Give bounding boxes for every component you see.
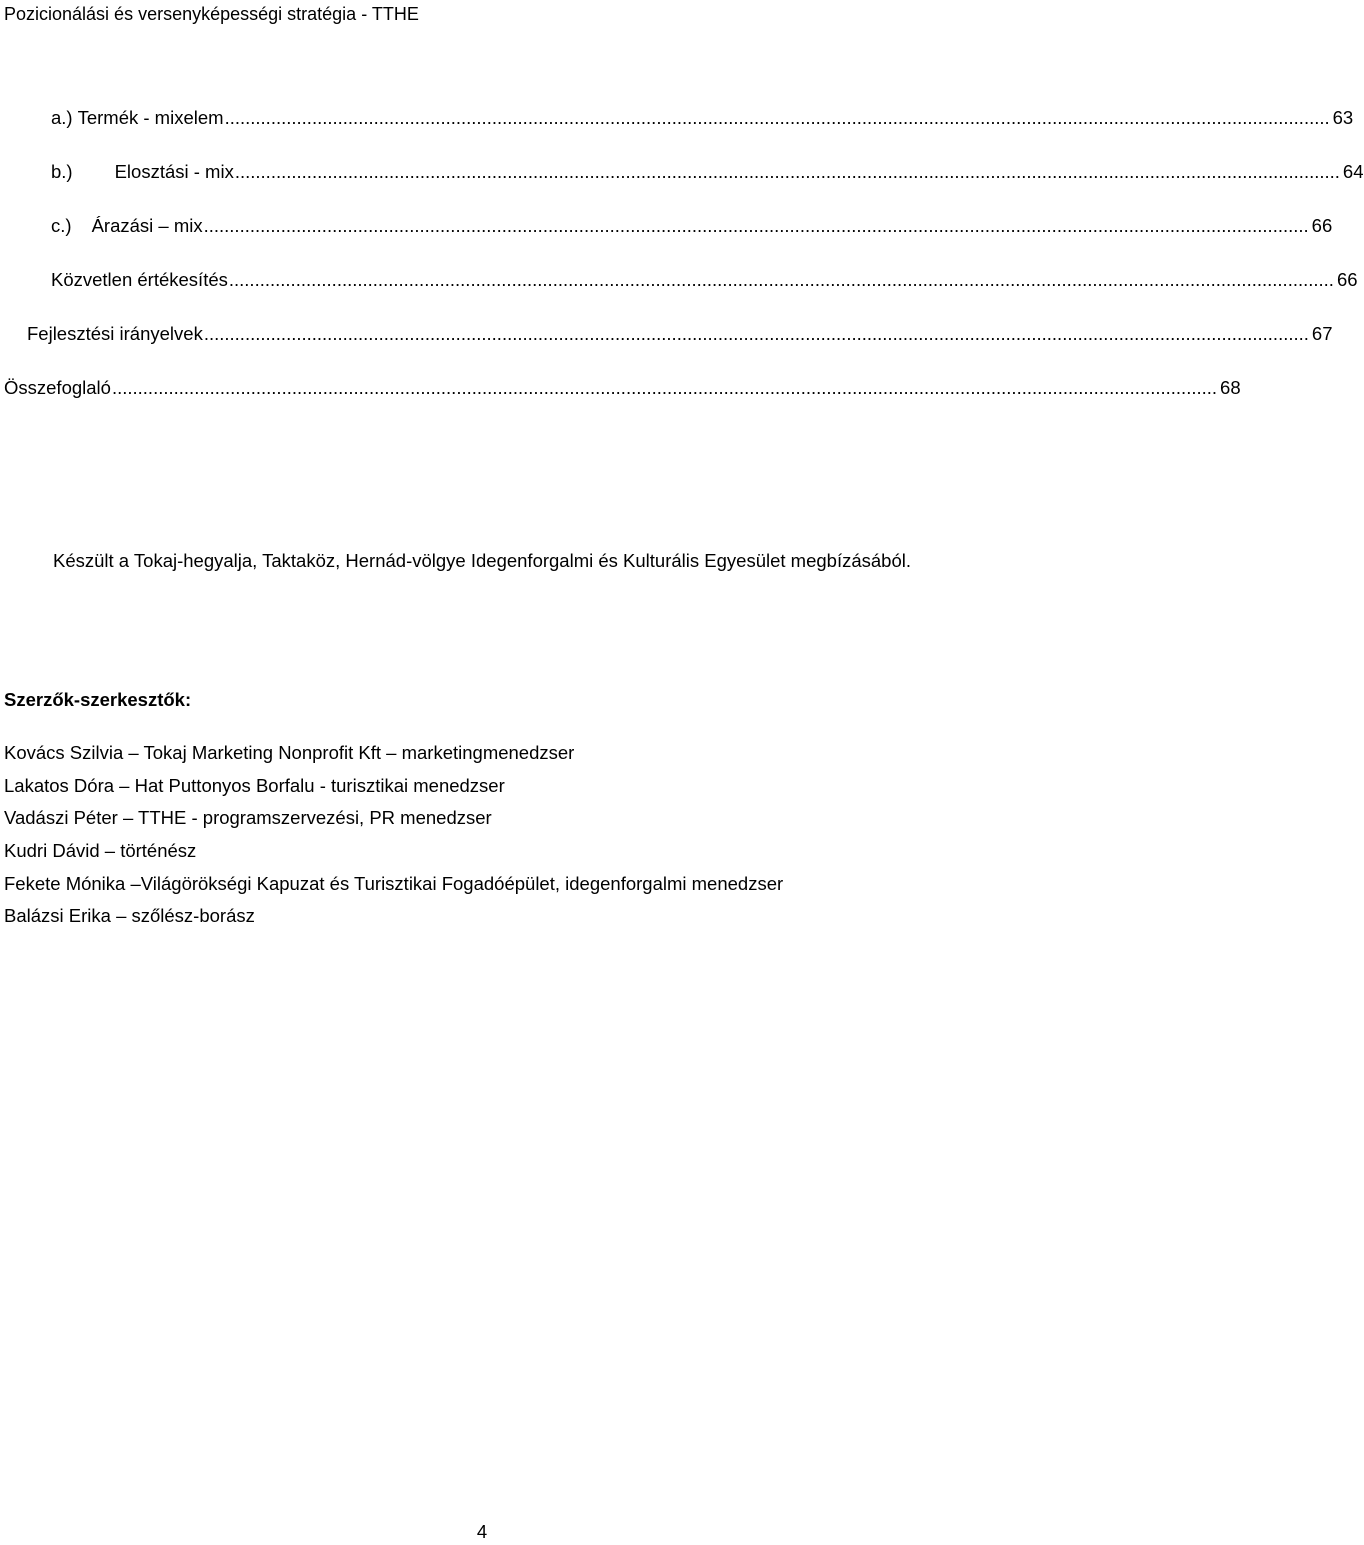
author-line: Lakatos Dóra – Hat Puttonyos Borfalu - turisztikai menedzser xyxy=(4,774,505,796)
toc-label: Fejlesztési irányelvek xyxy=(27,323,203,344)
toc-dot-leader: ....................................................................................................................................................................................................................... xyxy=(203,323,1309,344)
commission-note: Készült a Tokaj-hegyalja, Taktaköz, Hernád-völgye Idegenforgalmi és Kulturális Egyesület megbízásából. xyxy=(53,550,911,571)
toc-label: Elosztási - mix xyxy=(114,161,234,182)
toc-marker: c.) xyxy=(51,215,72,236)
toc-label: Árazási – mix xyxy=(91,215,203,236)
toc-page-number: 64 xyxy=(1342,161,1364,182)
toc-marker: b.) xyxy=(51,161,73,182)
toc-dot-leader: ....................................................................................................................................................................................................................... xyxy=(228,269,1334,290)
toc-page-number: 66 xyxy=(1336,269,1358,290)
page-number: 4 xyxy=(476,1521,488,1542)
toc-page-number: 63 xyxy=(1332,107,1354,128)
toc-entry-elosztasi-mix[interactable] xyxy=(51,159,1364,185)
toc-page-number: 68 xyxy=(1220,377,1241,398)
toc-marker: a.) xyxy=(51,107,73,128)
author-line: Balázsi Erika – szőlész-borász xyxy=(4,905,255,927)
toc-dot-leader: ....................................................................................................................................................................................................................... xyxy=(203,215,1309,236)
authors-heading: Szerzők-szerkesztők: xyxy=(4,689,192,710)
author-line: Kovács Szilvia – Tokaj Marketing Nonprofit Kft – marketingmenedzser xyxy=(4,742,575,763)
toc-dot-leader: ....................................................................................................................................................................................................................... xyxy=(224,107,1330,128)
toc-entry-fejlesztesi-iranyelvek[interactable] xyxy=(27,321,1333,347)
toc-dot-leader: ....................................................................................................................................................................................................................... xyxy=(234,161,1340,182)
toc-label: Közvetlen értékesítés xyxy=(51,269,228,290)
author-line: Vadászi Péter – TTHE - programszervezési, PR menedzser xyxy=(4,807,492,829)
author-line: Kudri Dávid – történész xyxy=(4,840,197,862)
authors-list xyxy=(4,737,783,933)
author-line: Fekete Mónika –Világörökségi Kapuzat és Turisztikai Fogadóépület, idegenforgalmi menedzser xyxy=(4,872,784,894)
document-header-title: Pozicionálási és versenyképességi stratégia - TTHE xyxy=(4,4,419,24)
toc-dot-leader: ....................................................................................................................................................................................................................... xyxy=(111,377,1218,398)
toc-entry-osszefoglalo[interactable] xyxy=(4,375,1241,401)
toc-page-number: 67 xyxy=(1311,323,1333,344)
toc-entry-arazasi-mix[interactable] xyxy=(51,213,1333,239)
toc-page-number: 66 xyxy=(1311,215,1333,236)
toc-entry-termek-mixelem[interactable] xyxy=(51,105,1354,131)
toc-label: Termék - mixelem xyxy=(77,107,224,128)
toc-entry-kozvetlen-ertekesites[interactable] xyxy=(51,267,1358,293)
toc-label: Összefoglaló xyxy=(4,377,111,398)
